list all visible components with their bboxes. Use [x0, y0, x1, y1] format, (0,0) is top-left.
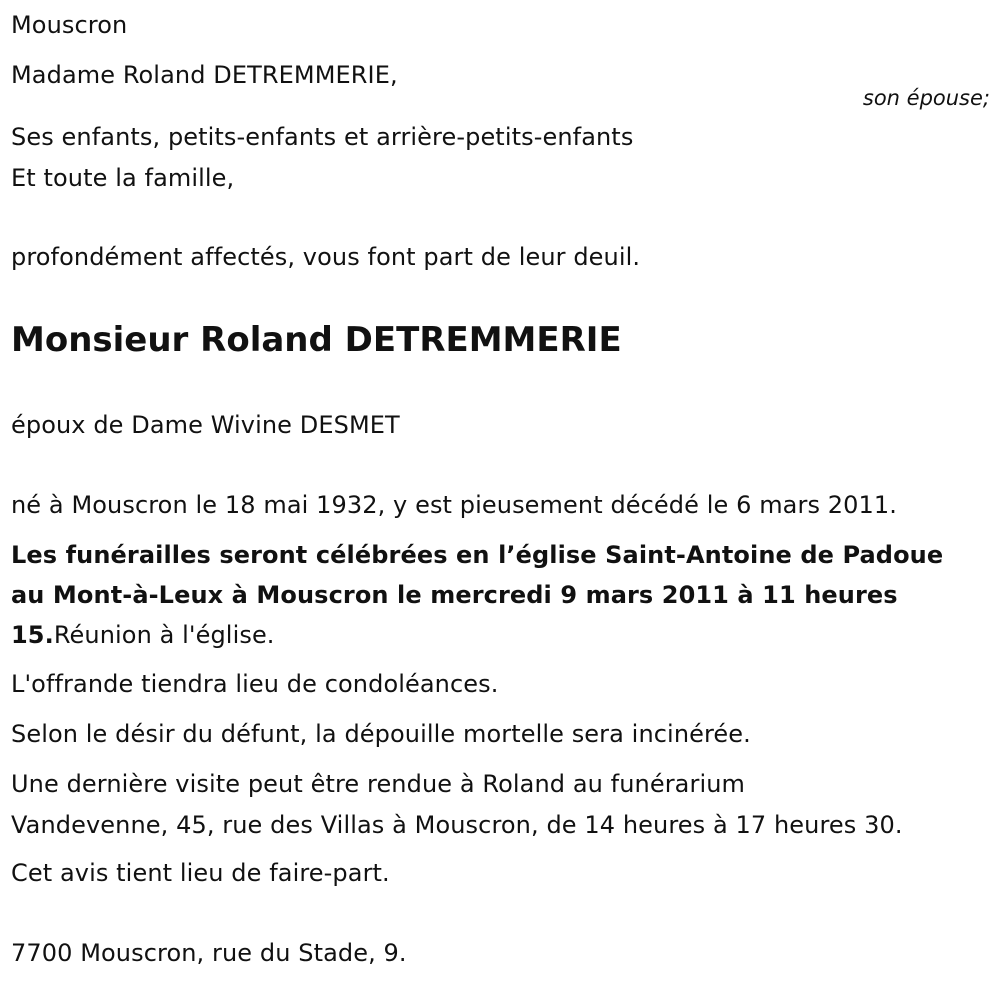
address-line: 7700 Mouscron, rue du Stade, 9.: [11, 939, 407, 967]
spouse-of-line: époux de Dame Wivine DESMET: [11, 411, 400, 439]
funeral-line-2: au Mont-à-Leux à Mouscron le mercredi 9 mars 2011 à 11 heures: [11, 581, 898, 609]
spouse-line: Madame Roland DETREMMERIE,: [11, 61, 398, 89]
children-line: Ses enfants, petits-enfants et arrière-petits-enfants: [11, 123, 634, 151]
spouse-role: son épouse;: [862, 86, 990, 110]
birth-death-line: né à Mouscron le 18 mai 1932, y est pieusement décédé le 6 mars 2011.: [11, 491, 897, 519]
offering-line: L'offrande tiendra lieu de condoléances.: [11, 670, 499, 698]
funeral-line-3: [11, 620, 275, 650]
announcement-line: profondément affectés, vous font part de leur deuil.: [11, 243, 641, 271]
visit-line-1: Une dernière visite peut être rendue à Roland au funérarium: [11, 770, 746, 798]
city-heading: Mouscron: [11, 11, 128, 39]
family-line: Et toute la famille,: [11, 164, 235, 192]
funeral-line-1: Les funérailles seront célébrées en l’église Saint-Antoine de Padoue: [11, 541, 944, 569]
deceased-name: Monsieur Roland DETREMMERIE: [11, 320, 622, 360]
visit-line-2: Vandevenne, 45, rue des Villas à Mouscron, de 14 heures à 17 heures 30.: [11, 811, 903, 839]
funeral-time-end: 15.: [11, 621, 54, 649]
cremation-line: Selon le désir du défunt, la dépouille mortelle sera incinérée.: [11, 720, 751, 748]
notice-line: Cet avis tient lieu de faire-part.: [11, 859, 390, 887]
church-meeting: Réunion à l'église.: [53, 621, 275, 649]
